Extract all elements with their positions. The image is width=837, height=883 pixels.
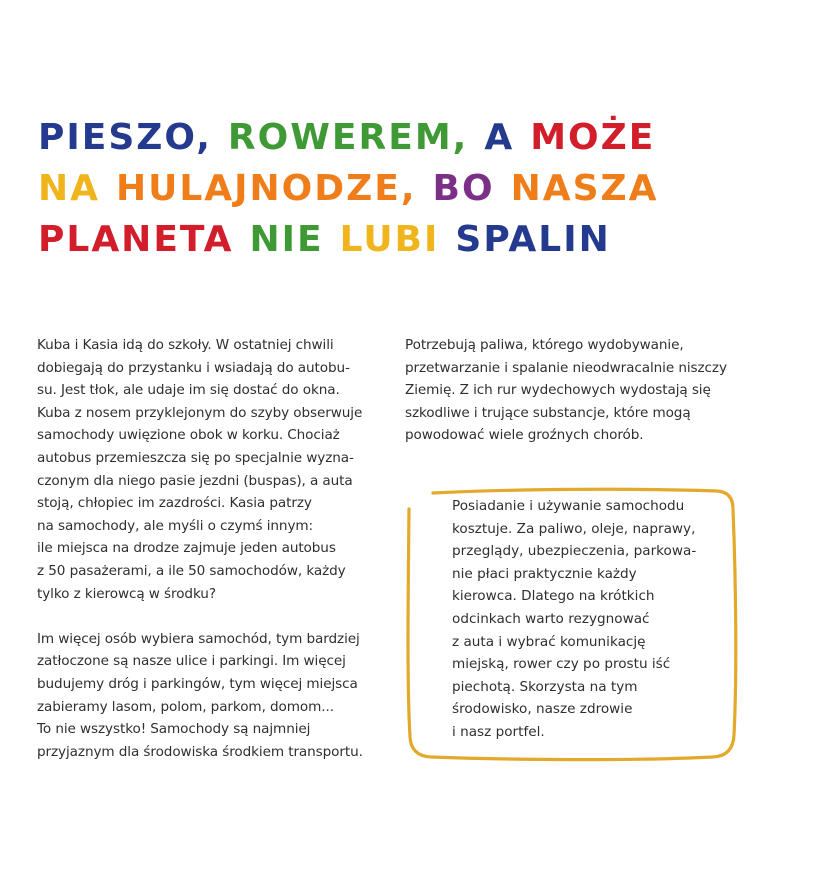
title-word: ROWEREM, [227,117,469,158]
left-column [37,334,387,763]
text-line: samochody uwięzione obok w korku. Chociaż [37,427,340,444]
text-line: autobus przemieszcza się po specjalnie wyzna- [37,449,354,466]
title-word: SPALIN [455,219,611,260]
text-line: szkodliwe i trujące substancje, które mogą [405,404,691,421]
text-line: zatłoczone są nasze ulice i parkingi. Im więcej [37,653,346,670]
text-line: przetwarzanie i spalanie nieodwracalnie niszczy [405,359,727,376]
text-line: miejską, rower czy po prostu iść [452,656,671,673]
text-line: powodować wiele groźnych chorób. [405,427,644,444]
text-line: czonym dla niego pasie jezdni (buspas), a auta [37,472,353,489]
text-line: z auta i wybrać komunikację [452,633,646,650]
right-paragraph [405,334,745,447]
title-word: A [484,117,515,158]
text-line: su. Jest tłok, ale udaje im się dostać do okna. [37,382,340,399]
text-line: odcinkach warto rezygnować [452,610,650,627]
info-box [403,485,741,763]
text-line: Kuba i Kasia idą do szkoły. W ostatniej chwili [37,337,334,353]
text-line: z 50 pasażerami, a ile 50 samochodów, każdy [37,562,346,579]
title-word: LUBI [339,219,440,260]
title-line-2 [38,163,818,214]
title-word: NASZA [510,168,659,209]
text-line: piechotą. Skorzysta na tym [452,678,638,695]
text-line: przyjaznym dla środowiska środkiem transportu. [37,743,363,760]
text-line: przeglądy, ubezpieczenia, parkowa- [452,543,697,560]
left-paragraph-2 [37,628,387,764]
text-line: Im więcej osób wybiera samochód, tym bardziej [37,630,360,647]
page-title [38,112,818,265]
text-line: stoją, chłopiec im zazdrości. Kasia patrzy [37,495,312,512]
text-line: ile miejsca na drodze zajmuje jeden autobus [37,540,336,557]
text-line: kosztuje. Za paliwo, oleje, naprawy, [452,520,696,537]
text-line: kierowca. Dlatego na krótkich [452,588,655,605]
text-line: budujemy dróg i parkingów, tym więcej miejsca [37,675,358,692]
text-line: na samochody, ale myśli o czymś innym: [37,517,314,534]
title-word: PIESZO, [38,117,212,158]
text-line: Kuba z nosem przyklejonym do szyby obserwuje [37,404,363,421]
text-line: środowisko, nasze zdrowie [452,701,633,718]
left-paragraph-1 [37,334,387,605]
title-word: NA [38,168,100,209]
title-line-3 [38,214,818,265]
title-word: PLANETA [38,219,234,260]
right-column [405,334,745,447]
text-line: zabieramy lasom, polom, parkom, domom... [37,698,334,715]
text-line: nie płaci praktycznie każdy [452,565,637,582]
text-line: dobiegają do przystanku i wsiadają do autobu- [37,359,350,376]
title-word: HULAJNODZE, [116,168,417,209]
text-line: To nie wszystko! Samochody są najmniej [37,721,311,738]
text-line: Posiadanie i używanie samochodu [452,498,685,514]
text-line: tylko z kierowcą w środku? [37,585,216,602]
text-line: Potrzebują paliwa, którego wydobywanie, [405,337,684,353]
title-line-1 [38,112,818,163]
title-word: NIE [249,219,324,260]
text-line: i nasz portfel. [452,723,545,740]
title-word: BO [432,168,495,209]
info-box-text [452,495,696,744]
text-line: Ziemię. Z ich rur wydechowych wydostają się [405,382,711,399]
title-word: MOŻE [530,117,656,158]
